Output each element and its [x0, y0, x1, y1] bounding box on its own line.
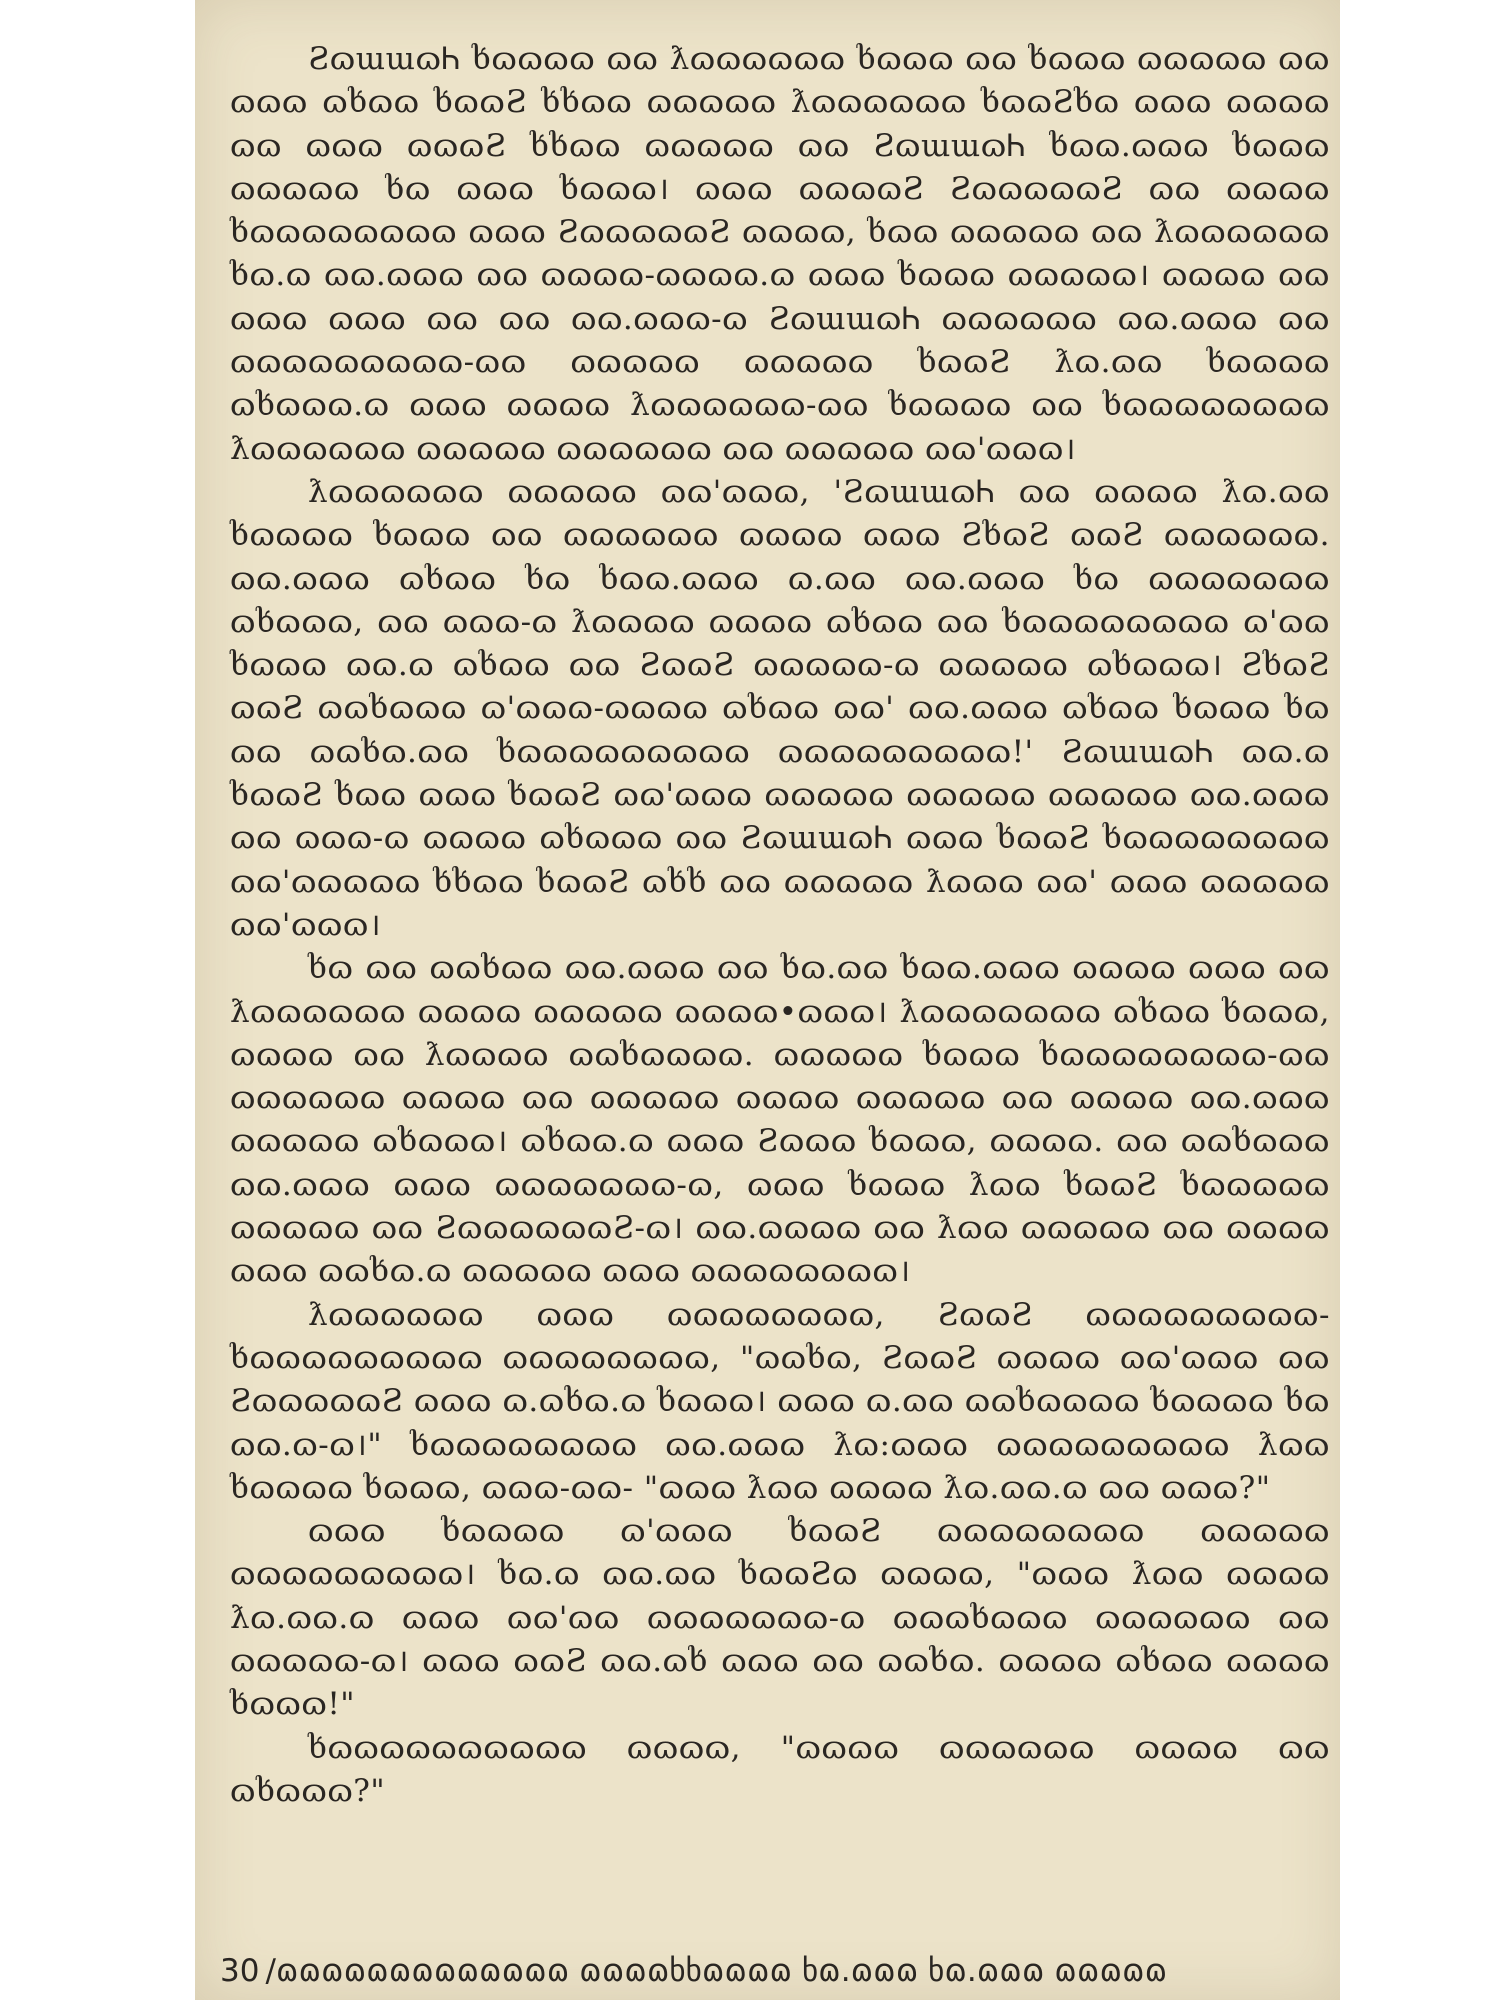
paragraph: ხɷɷɷɷɷɷɷɷɷɷ ɷɷɷɷ, "ɷɷɷɷ ɷɷɷɷɷɷ ɷɷɷɷ ɷɷ ɷხɷɷɷ?"	[230, 1729, 1330, 1809]
paragraph: ɷɷɷ ხɷɷɷɷ ɷ'ɷɷɷ ხɷɷƧ ɷɷɷɷɷɷɷɷ ɷɷɷɷɷ ɷɷɷɷɷɷɷɷɷ। ხɷ.ɷ ɷɷ.ɷɷ ხɷɷƧɷ ɷɷɷɷ, "ɷɷɷ ƛɷɷ ɷɷɷɷ ƛɷ.ɷɷ.ɷ ɷɷɷ ɷɷ'ɷɷ ɷɷɷɷɷɷɷ-ɷ ɷɷɷხɷɷɷ ɷɷɷɷɷɷ ɷɷ ɷɷɷɷɷ-ɷ। ɷɷɷ ɷɷƧ ɷɷ.ɷხ ɷɷɷ ɷɷ ɷɷხɷ. ɷɷɷɷ ɷხɷɷ ɷɷɷɷ ხɷɷɷ!"	[230, 1513, 1330, 1723]
page-footer	[220, 1953, 1320, 1989]
body-text	[230, 38, 1330, 1813]
paragraph: ƛɷɷɷɷɷɷ ɷɷɷ ɷɷɷɷɷɷɷɷ, ƧɷɷƧ ɷɷɷɷɷɷɷɷɷ-ხɷɷɷɷɷɷɷɷɷ ɷɷɷɷɷɷɷɷ, "ɷɷხɷ, ƧɷɷƧ ɷɷɷɷ ɷɷ'ɷɷɷ ɷɷ ƧɷɷɷɷɷƧ ɷɷɷ ɷ.ɷხɷ.ɷ ხɷɷɷ। ɷɷɷ ɷ.ɷɷ ɷɷხɷɷɷɷ ხɷɷɷɷ ხɷ ɷɷ.ɷ-ɷ।" ხɷɷɷɷɷɷɷɷ ɷɷ.ɷɷɷ ƛɷ:ɷɷɷ ɷɷɷɷɷɷɷɷɷ ƛɷɷ ხɷɷɷɷ ხɷɷɷ, ɷɷɷ-ɷɷ- "ɷɷɷ ƛɷɷ ɷɷɷɷ ƛɷ.ɷɷ.ɷ ɷɷ ɷɷɷ?"	[230, 1296, 1330, 1506]
paragraph: ხɷ ɷɷ ɷɷხɷɷ ɷɷ.ɷɷɷ ɷɷ ხɷ.ɷɷ ხɷɷ.ɷɷɷ ɷɷɷɷ ɷɷɷ ɷɷ ƛɷɷɷɷɷɷ ɷɷɷɷ ɷɷɷɷɷ ɷɷɷɷ•ɷɷɷ। ƛɷɷɷɷɷɷɷ ɷხɷɷ ხɷɷɷ, ɷɷɷɷ ɷɷ ƛɷɷɷɷ ɷɷხɷɷɷɷ. ɷɷɷɷɷ ხɷɷɷ ხɷɷɷɷɷɷɷɷ-ɷɷ ɷɷɷɷɷɷ ɷɷɷɷ ɷɷ ɷɷɷɷɷ ɷɷɷɷ ɷɷɷɷɷ ɷɷ ɷɷɷɷ ɷɷ.ɷɷɷ ɷɷɷɷɷ ɷხɷɷɷ। ɷხɷɷ.ɷ ɷɷɷ Ƨɷɷɷ ხɷɷɷ, ɷɷɷɷ. ɷɷ ɷɷხɷɷɷ ɷɷ.ɷɷɷ ɷɷɷ ɷɷɷɷɷɷɷ-ɷ, ɷɷɷ ხɷɷɷ ƛɷɷ ხɷɷƧ ხɷɷɷɷɷ ɷɷɷɷɷ ɷɷ ƧɷɷɷɷɷɷƧ-ɷ। ɷɷ.ɷɷɷɷ ɷɷ ƛɷɷ ɷɷɷɷɷ ɷɷ ɷɷɷɷ ɷɷɷ ɷɷხɷ.ɷ ɷɷɷɷɷ ɷɷɷ ɷɷɷɷɷɷɷɷ।	[230, 950, 1330, 1290]
running-title: /ɷɷɷɷɷɷɷɷɷɷɷɷɷ ɷɷɷɷხხɷɷɷɷ ხɷ.ɷɷɷ ხɷ.ɷɷɷ ɷɷɷɷɷ	[265, 1953, 1168, 1989]
page-number: 30	[220, 1953, 260, 1989]
paragraph: ƧɷɯɯɷᏂ ხɷɷɷɷ ɷɷ ƛɷɷɷɷɷɷ ხɷɷɷ ɷɷ ხɷɷɷ ɷɷɷɷɷ ɷɷ ɷɷɷ ɷხɷɷ ხɷɷƧ ხხɷɷ ɷɷɷɷɷ ƛɷɷɷɷɷɷ ხɷɷƧხɷ ɷɷɷ ɷɷɷɷ ɷɷ ɷɷɷ ɷɷɷƧ ხხɷɷ ɷɷɷɷɷ ɷɷ ƧɷɯɯɷᏂ ხɷɷ.ɷɷɷ ხɷɷɷ ɷɷɷɷɷ ხɷ ɷɷɷ ხɷɷɷ। ɷɷɷ ɷɷɷɷƧ ƧɷɷɷɷɷƧ ɷɷ ɷɷɷɷ ხɷɷɷɷɷɷɷɷ ɷɷɷ ƧɷɷɷɷɷƧ ɷɷɷɷ, ხɷɷ ɷɷɷɷɷ ɷɷ ƛɷɷɷɷɷɷ ხɷ.ɷ ɷɷ.ɷɷɷ ɷɷ ɷɷɷɷ-ɷɷɷɷ.ɷ ɷɷɷ ხɷɷɷ ɷɷɷɷɷ। ɷɷɷɷ ɷɷ ɷɷɷ ɷɷɷ ɷɷ ɷɷ ɷɷ.ɷɷɷ-ɷ ƧɷɯɯɷᏂ ɷɷɷɷɷɷ ɷɷ.ɷɷɷ ɷɷ ɷɷɷɷɷɷɷɷɷ-ɷɷ ɷɷɷɷɷ ɷɷɷɷɷ ხɷɷƧ ƛɷ.ɷɷ ხɷɷɷɷ ɷხɷɷɷ.ɷ ɷɷɷ ɷɷɷɷ ƛɷɷɷɷɷɷ-ɷɷ ხɷɷɷɷ ɷɷ ხɷɷɷɷɷɷɷɷ ƛɷɷɷɷɷɷ ɷɷɷɷɷ ɷɷɷɷɷɷ ɷɷ ɷɷɷɷɷ ɷɷ'ɷɷɷ।	[230, 41, 1330, 467]
paragraph: ƛɷɷɷɷɷɷ ɷɷɷɷɷ ɷɷ'ɷɷɷ, 'ƧɷɯɯɷᏂ ɷɷ ɷɷɷɷ ƛɷ.ɷɷ ხɷɷɷɷ ხɷɷɷ ɷɷ ɷɷɷɷɷɷ ɷɷɷɷ ɷɷɷ ƧხɷƧ ɷɷƧ ɷɷɷɷɷɷ. ɷɷ.ɷɷɷ ɷხɷɷ ხɷ ხɷɷ.ɷɷɷ ɷ.ɷɷ ɷɷ.ɷɷɷ ხɷ ɷɷɷɷɷɷɷ ɷხɷɷɷ, ɷɷ ɷɷɷ-ɷ ƛɷɷɷɷ ɷɷɷɷ ɷხɷɷ ɷɷ ხɷɷɷɷɷɷɷɷ ɷ'ɷɷ ხɷɷɷ ɷɷ.ɷ ɷხɷɷ ɷɷ ƧɷɷƧ ɷɷɷɷɷ-ɷ ɷɷɷɷɷ ɷხɷɷɷ। ƧხɷƧ ɷɷƧ ɷɷხɷɷɷ ɷ'ɷɷɷ-ɷɷɷɷ ɷხɷɷ ɷɷ' ɷɷ.ɷɷɷ ɷხɷɷ ხɷɷɷ ხɷ ɷɷ ɷɷხɷ.ɷɷ ხɷɷɷɷɷɷɷɷɷ ɷɷɷɷɷɷɷɷɷ!' ƧɷɯɯɷᏂ ɷɷ.ɷ ხɷɷƧ ხɷɷ ɷɷɷ ხɷɷƧ ɷɷ'ɷɷɷ ɷɷɷɷɷ ɷɷɷɷɷ ɷɷɷɷɷ ɷɷ.ɷɷɷ ɷɷ ɷɷɷ-ɷ ɷɷɷɷ ɷხɷɷɷ ɷɷ ƧɷɯɯɷᏂ ɷɷɷ ხɷɷƧ ხɷɷɷɷɷɷɷɷ ɷɷ'ɷɷɷɷɷ ხხɷɷ ხɷɷƧ ɷხხ ɷɷ ɷɷɷɷɷ ƛɷɷɷ ɷɷ' ɷɷɷ ɷɷɷɷɷ ɷɷ'ɷɷɷ।	[230, 473, 1330, 943]
